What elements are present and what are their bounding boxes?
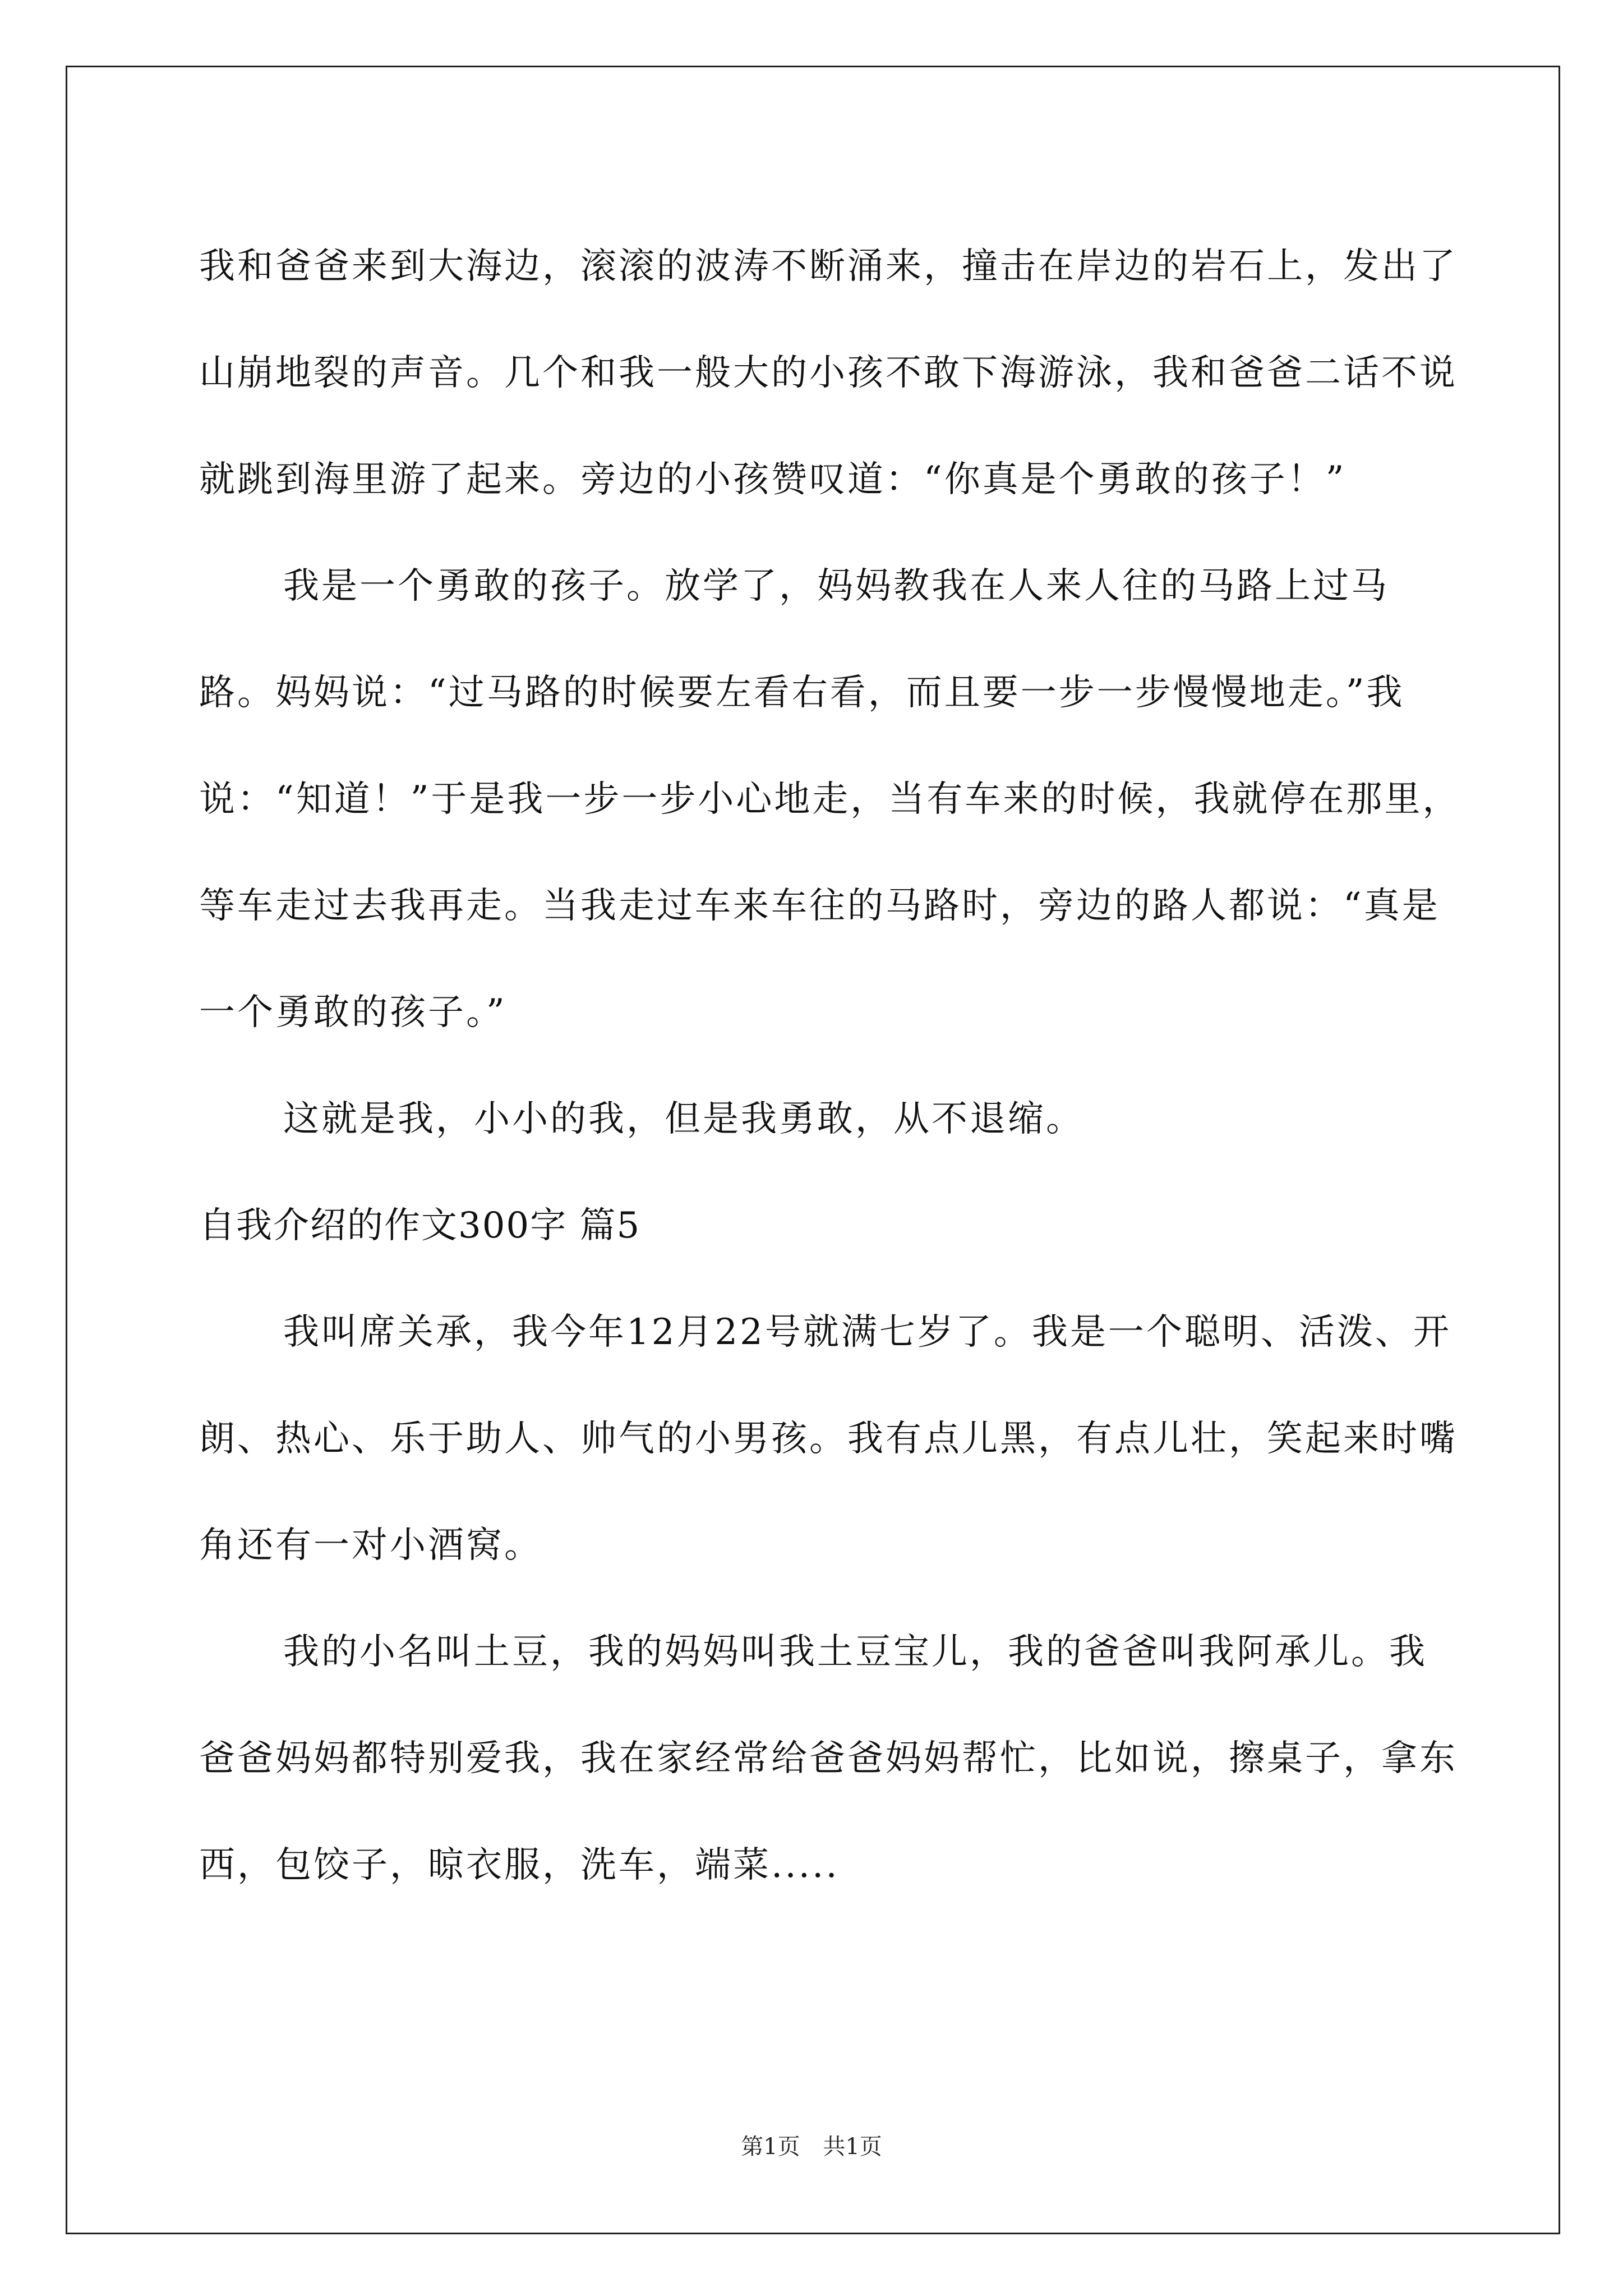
paragraph-3: 这就是我，小小的我，但是我勇敢，从不退缩。 bbox=[283, 1098, 1084, 1140]
page-total: 共1页 bbox=[823, 2134, 882, 2160]
paragraph-5: 我的小名叫土豆，我的妈妈叫我土豆宝儿，我的爸爸叫我阿承儿。我爸爸妈妈都特别爱我，我在家经常给爸爸妈妈帮忙，比如说，擦桌子，拿东西，包饺子，晾衣服，洗车，端菜..... bbox=[199, 1631, 1458, 1886]
page-footer bbox=[0, 2129, 1623, 2161]
page-number: 第1页 bbox=[741, 2134, 800, 2160]
paragraph-4: 我叫席关承，我今年12月22号就满七岁了。我是一个聪明、活泼、开朗、热心、乐于助人、帅气的小男孩。我有点儿黑，有点儿壮，笑起来时嘴角还有一对小酒窝。 bbox=[199, 1312, 1458, 1566]
paragraph-1: 我和爸爸来到大海边，滚滚的波涛不断涌来，撞击在岸边的岩石上，发出了山崩地裂的声音。几个和我一般大的小孩不敢下海游泳，我和爸爸二话不说就跳到海里游了起来。旁边的小孩赞叹道：“你真是个勇敢的孩子！” bbox=[199, 246, 1458, 500]
document-body bbox=[199, 213, 1461, 1918]
section-heading: 自我介绍的作文300字 篇5 bbox=[199, 1205, 641, 1246]
paragraph-2: 我是一个勇敢的孩子。放学了，妈妈教我在人来人往的马路上过马路。妈妈说：“过马路的时候要左看右看，而且要一步一步慢慢地走。”我说：“知道！”于是我一步一步小心地走，当有车来的时候，我就停在那里，等车走过去我再走。当我走过车来车往的马路时，旁边的路人都说：“真是一个勇敢的孩子。” bbox=[199, 565, 1461, 1033]
